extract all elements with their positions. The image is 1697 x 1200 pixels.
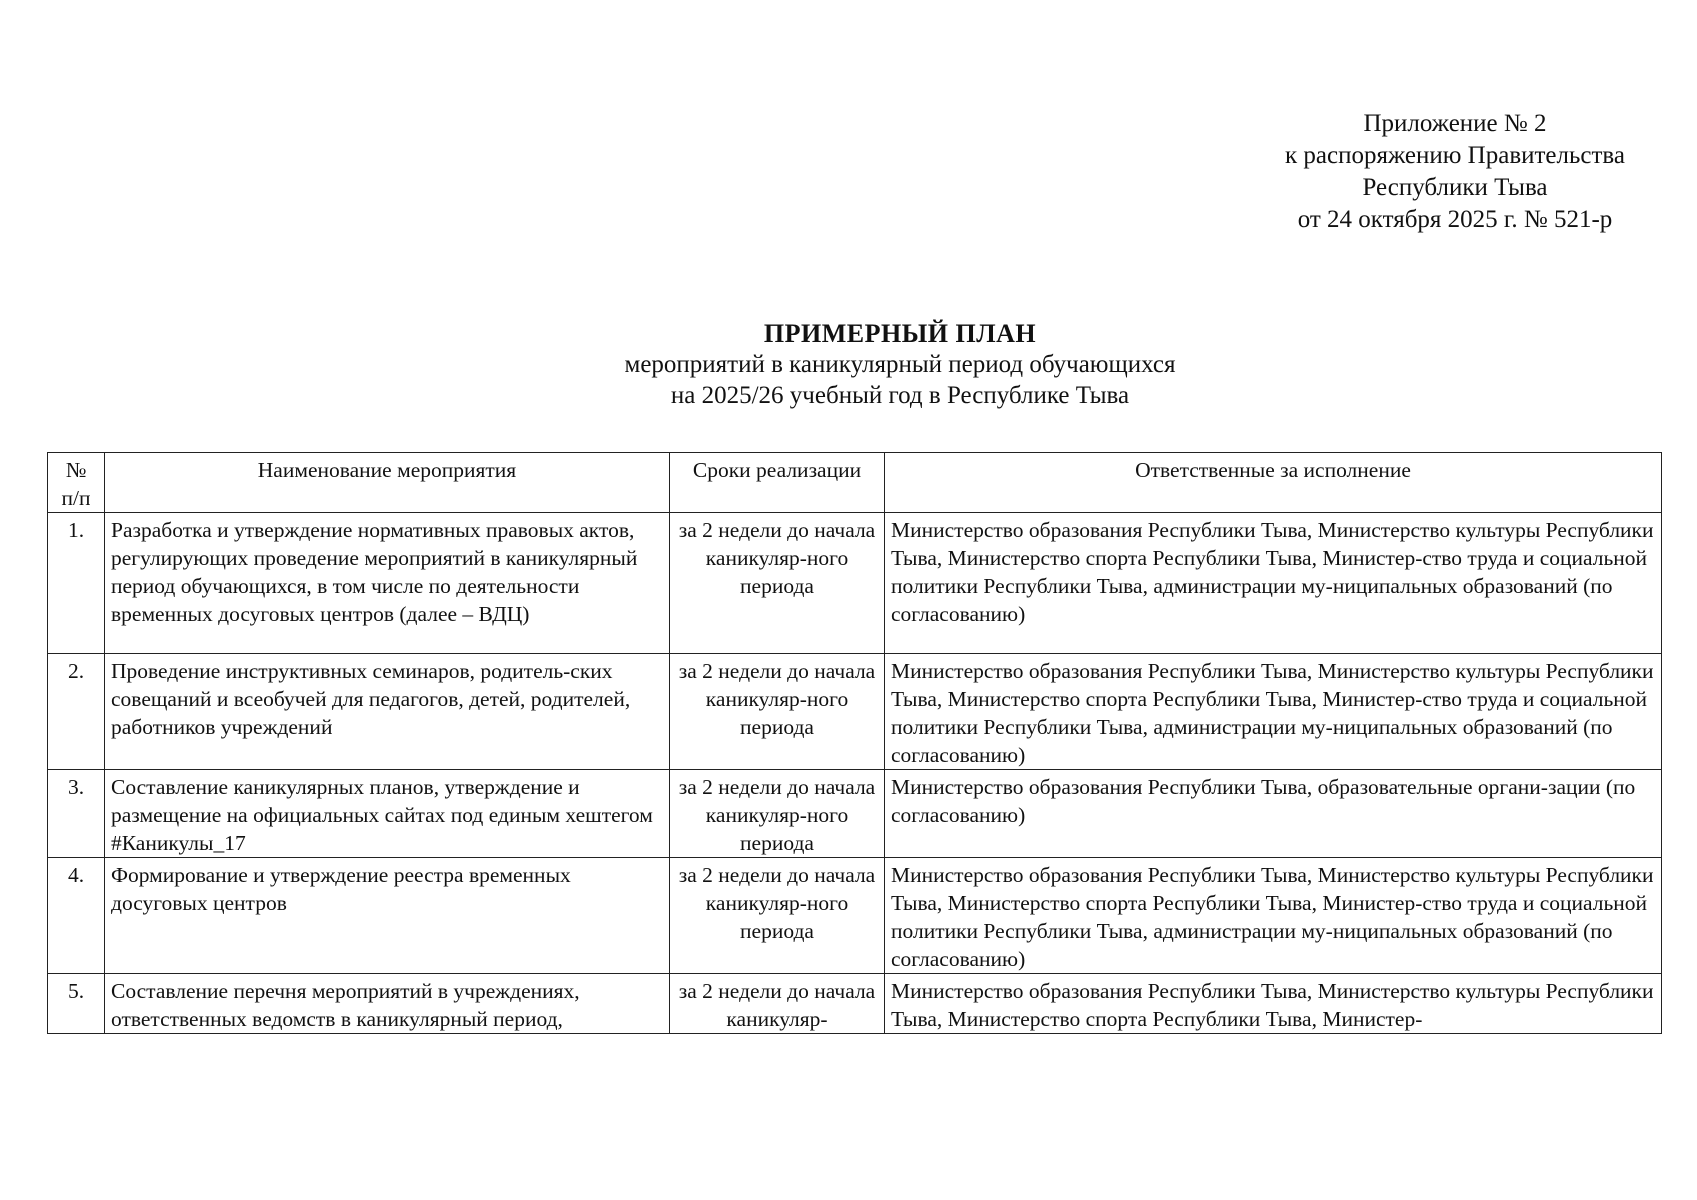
table-header-row [48, 453, 1662, 513]
row-term: за 2 недели до начала каникуляр-ного периода [670, 654, 885, 770]
title-subtitle-1: мероприятий в каникулярный период обучающихся [624, 351, 1176, 378]
document-title [400, 318, 1400, 411]
row-responsible: Министерство образования Республики Тыва, Министерство культуры Республики Тыва, Министерство спорта Республики Тыва, Министер- [885, 974, 1662, 1034]
plan-table [47, 452, 1662, 1034]
row-number: 4. [48, 858, 105, 974]
row-number: 3. [48, 770, 105, 858]
row-term: за 2 недели до начала каникуляр- [670, 974, 885, 1034]
row-event-name: Проведение инструктивных семинаров, родитель-ских совещаний и всеобучей для педагогов, детей, родителей, работников учреждений [105, 654, 670, 770]
appendix-line-2: к распоряжению Правительства [1284, 142, 1625, 169]
row-responsible: Министерство образования Республики Тыва, Министерство культуры Республики Тыва, Министерство спорта Республики Тыва, Министер-ство труда и социальной политики Республики Тыва, администрации му-ниципальных образований (по согласованию) [885, 654, 1662, 770]
appendix-line-1: Приложение № 2 [1363, 110, 1547, 137]
title-main: ПРИМЕРНЫЙ ПЛАН [763, 319, 1037, 348]
table-row [48, 974, 1662, 1034]
row-event-name: Составление перечня мероприятий в учреждениях, ответственных ведомств в каникулярный период, [105, 974, 670, 1034]
header-name: Наименование мероприятия [105, 453, 670, 513]
row-term: за 2 недели до начала каникуляр-ного периода [670, 858, 885, 974]
row-number: 5. [48, 974, 105, 1034]
header-number-line-1: № [65, 458, 87, 482]
row-event-name: Составление каникулярных планов, утверждение и размещение на официальных сайтах под единым хештегом #Каникулы_17 [105, 770, 670, 858]
title-subtitle-2: на 2025/26 учебный год в Республике Тыва [670, 382, 1130, 409]
table-row [48, 770, 1662, 858]
row-number: 1. [48, 513, 105, 654]
appendix-line-4: от 24 октября 2025 г. № 521-р [1297, 206, 1613, 233]
row-term: за 2 недели до начала каникуляр-ного периода [670, 513, 885, 654]
row-event-name: Формирование и утверждение реестра временных досуговых центров [105, 858, 670, 974]
header-number-line-2: п/п [61, 486, 91, 510]
row-event-name: Разработка и утверждение нормативных правовых актов, регулирующих проведение мероприятий в каникулярный период обучающихся, в том числе по деятельности временных досуговых центров (далее – ВДЦ) [105, 513, 670, 654]
header-term: Сроки реализации [670, 453, 885, 513]
row-responsible: Министерство образования Республики Тыва, Министерство культуры Республики Тыва, Министерство спорта Республики Тыва, Министер-ство труда и социальной политики Республики Тыва, администрации му-ниципальных образований (по согласованию) [885, 858, 1662, 974]
row-responsible: Министерство образования Республики Тыва, Министерство культуры Республики Тыва, Министерство спорта Республики Тыва, Министер-ство труда и социальной политики Республики Тыва, администрации му-ниципальных образований (по согласованию) [885, 513, 1662, 654]
appendix-reference [1235, 108, 1675, 236]
table-row [48, 654, 1662, 770]
row-term: за 2 недели до начала каникуляр-ного периода [670, 770, 885, 858]
row-responsible: Министерство образования Республики Тыва, образовательные органи-зации (по согласованию) [885, 770, 1662, 858]
table-row [48, 513, 1662, 654]
header-number [48, 453, 105, 513]
header-responsible: Ответственные за исполнение [885, 453, 1662, 513]
appendix-line-3: Республики Тыва [1362, 174, 1548, 201]
table-row [48, 858, 1662, 974]
row-number: 2. [48, 654, 105, 770]
